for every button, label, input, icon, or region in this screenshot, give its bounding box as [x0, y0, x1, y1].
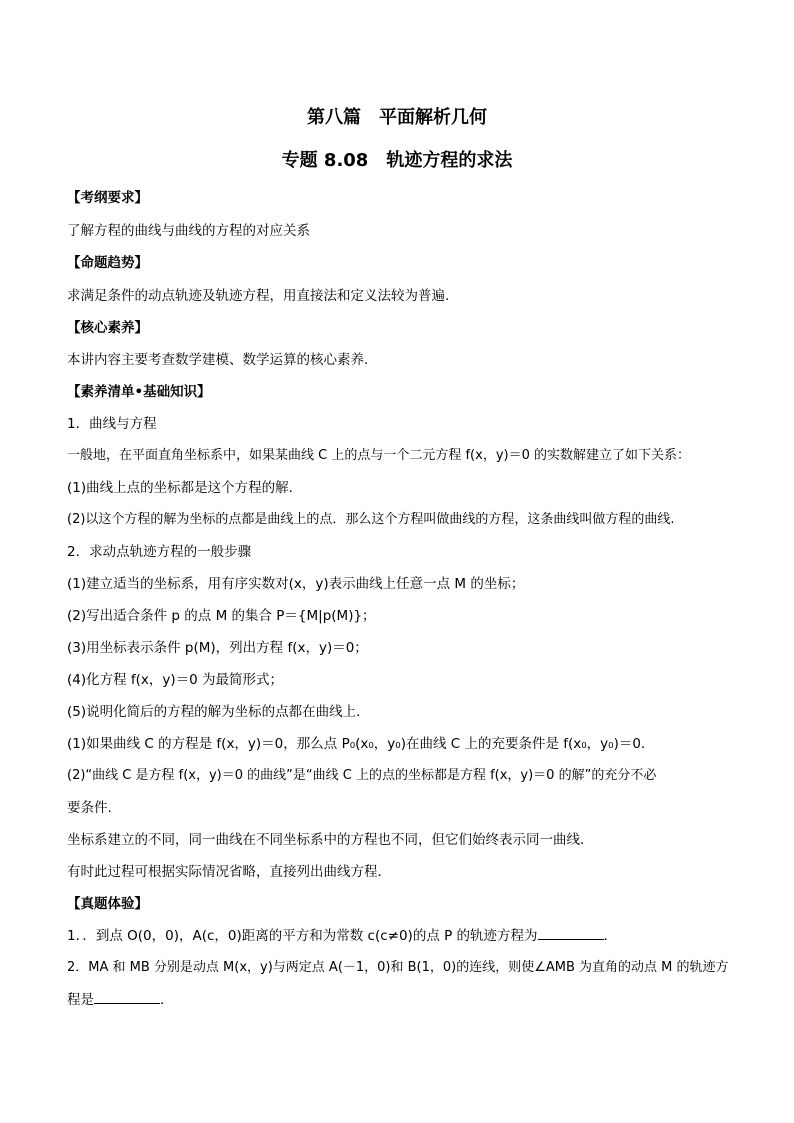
practice-heading: 【真题体验】	[67, 896, 148, 912]
note-2-line-2: 要条件.	[67, 800, 112, 816]
core-text: 本讲内容主要考查数学建模、数学运算的核心素养.	[67, 352, 369, 368]
trend-text: 求满足条件的动点轨迹及轨迹方程，用直接法和定义法较为普遍.	[67, 288, 450, 304]
remark-1: 坐标系建立的不同，同一曲线在不同坐标系中的方程也不同，但它们始终表示同一曲线．	[67, 832, 594, 848]
note-2-line-1: (2)“曲线 C 是方程 f(x，y)＝0 的曲线”是“曲线 C 上的点的坐标都是方程 f(x，y)＝0 的解”的充分不必	[67, 768, 657, 783]
outline-heading: 【考纲要求】	[67, 190, 148, 206]
part-title: 第八篇 平面解析几何	[307, 107, 487, 128]
topic-title: 专题 8.08 轨迹方程的求法	[281, 150, 513, 171]
step-4: (4)化方程 f(x，y)＝0 为最简形式；	[67, 672, 284, 688]
question-1	[67, 924, 617, 944]
answer-blank-1[interactable]	[538, 927, 604, 940]
item1-cond1: (1)曲线上点的坐标都是这个方程的解．	[67, 480, 303, 496]
step-1: (1)建立适当的坐标系，用有序实数对(x，y)表示曲线上任意一点 M 的坐标；	[67, 576, 525, 592]
step-2: (2)写出适合条件 p 的点 M 的集合 P＝{M|p(M)}；	[67, 608, 376, 624]
basics-heading: 【素养清单•基础知识】	[67, 384, 211, 400]
item1-intro: 一般地，在平面直角坐标系中，如果某曲线 C 上的点与一个二元方程 f(x，y)＝0 的实数解建立了如下关系：	[67, 448, 690, 463]
question-1-text: 1．．到点 O(0，0)，A(c，0)距离的平方和为常数 c(c≠0)的点 P 的轨迹方程为	[67, 928, 538, 944]
item1-cond2: (2)以这个方程的解为坐标的点都是曲线上的点．那么这个方程叫做曲线的方程，这条曲线叫做方程的曲线.	[67, 512, 675, 527]
note-1: (1)如果曲线 C 的方程是 f(x，y)＝0，那么点 P₀(x₀，y₀)在曲线 C 上的充要条件是 f(x₀，y₀)＝0.	[67, 736, 646, 752]
item1-title: 1．曲线与方程	[67, 416, 157, 432]
question-2-line-2	[67, 988, 164, 1008]
core-heading: 【核心素养】	[67, 320, 148, 336]
item2-title: 2．求动点轨迹方程的一般步骤	[67, 544, 252, 560]
question-2-line-1: 2．MA 和 MB 分别是动点 M(x，y)与两定点 A(－1，0)和 B(1，0)的连线，则使∠AMB 为直角的动点 M 的轨迹方	[67, 960, 729, 975]
answer-blank-2[interactable]	[94, 991, 160, 1004]
trend-heading: 【命题趋势】	[67, 255, 148, 271]
question-2-text: 程是	[67, 992, 94, 1008]
step-5: (5)说明化简后的方程的解为坐标的点都在曲线上．	[67, 704, 370, 720]
step-3: (3)用坐标表示条件 p(M)，列出方程 f(x，y)＝0；	[67, 640, 368, 656]
question-1-end: ．	[603, 928, 618, 944]
outline-text: 了解方程的曲线与曲线的方程的对应关系	[67, 223, 310, 239]
remark-2: 有时此过程可根据实际情况省略，直接列出曲线方程．	[67, 864, 391, 880]
question-2-end: .	[160, 992, 165, 1008]
